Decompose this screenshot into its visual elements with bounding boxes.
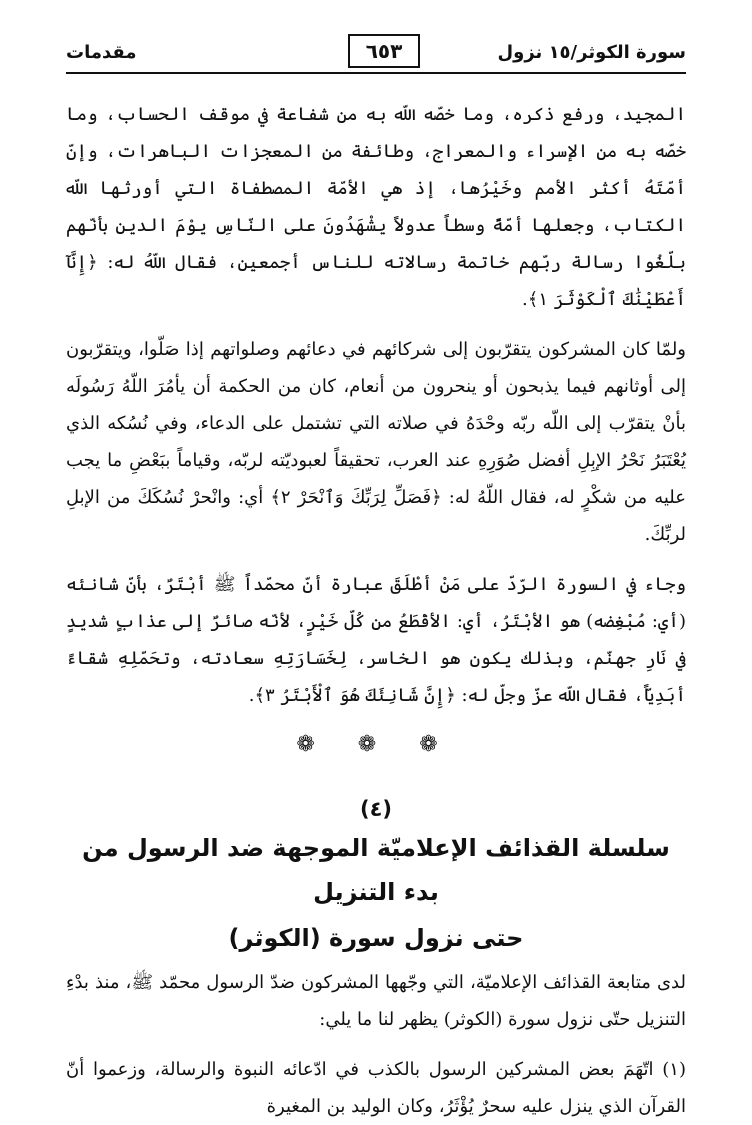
surah-title: سورة الكوثر/١٥ نزول — [497, 42, 686, 63]
paragraph: المجيد، ورفع ذكره، وما خصّه اللّه به من شفاعة في موقف الحساب، وما خصّه به من الإسراء والمعراج، وطائفة من المعجزات الباهرات، وإنّ أمّتَهُ أكثر الأمم وخَيْرُها، إذ هي الأمّة المصطفاة التي أورثها اللّه الكتاب، وجعلها أمّةً وسطاً عدولاً يشْهَدُونَ على النّاسِ يوْمَ الدين بأنّهم بلّغُوا رسالة ربّهم خاتمة رسالاته للناس أجمعين، فقال اللّهُ له: ﴿إِنَّآ أَعْطَيْنَٰكَ ٱلْكَوْثَرَ ١﴾. — [66, 104, 686, 310]
page-number: ٦٥٣ — [348, 34, 420, 68]
paragraph: لدى متابعة القذائف الإعلاميّة، التي وجّهها المشركون ضدّ الرسول محمّد ﷺ، منذ بدْءِ التنزيل حتّى نزول سورة (الكوثر) يظهر لنا ما يلي: — [66, 972, 686, 1030]
header-rule — [66, 72, 686, 74]
page-body — [66, 96, 686, 1125]
page-header — [66, 34, 686, 74]
section-label: مقدمات — [66, 42, 137, 63]
section-title-line-2: حتى نزول سورة (الكوثر) — [228, 924, 524, 952]
paragraph: ولمّا كان المشركون يتقرّبون إلى شركائهم في دعائهم وصلواتهم إذا صَلّوا، ويتقرّبون إلى أوثانهم فيما يذبحون أو ينحرون من أنعام، كان من الحكمة أن يأمُرَ اللّهُ رَسُولَه بأنْ يتقرّب إلى اللّه ربّه وحْدَهُ في صلاته التي تشتمل على الدعاء، وفي نُسُكه الذي يُعْتَبَرُ نَحْرُ الإبِلِ أفضل صُوَرِهِ عند العرب، تحقيقاً لعبوديّته لربّه، وقياماً ببَعْضِ ما يجب عليه من شكْرٍ له، فقال اللّهُ له: ﴿فَصَلِّ لِرَبِّكَ وَٱنْحَرْ ٢﴾ أي: وانْحرْ نُسُكَكَ من الإبلِ لربِّكَ. — [66, 339, 686, 545]
ornament-separator: ❁ ❁ ❁ — [296, 732, 456, 757]
section-title-line-1: سلسلة القذائف الإعلاميّة الموجهة ضد الرسول من بدء التنزيل — [82, 834, 670, 906]
section-number: (٤) — [359, 797, 393, 821]
paragraph: (١) اتّهَمَ بعض المشركين الرسول بالكذب في ادّعائه النبوة والرسالة، وزعموا أنّ القرآن الذي ينزل عليه سحرٌ يُؤْثَرُ، وكان الوليد بن المغيرة — [66, 1059, 686, 1117]
paragraph: وجاء في السورة الرّدّ على مَنْ أطْلَقَ عبارة أنّ محمّداً ﷺ أبْتَرٌ، بأنّ شانئه (أي: مُبْغِضه) هو الأبْتَرُ، أي: الأقْطَعُ من كُلّ خَيْرٍ، لأنّه صائرٌ إلى عذابٍ شديدٍ في نَارِ جهنّم، وبذلك يكون هو الخاسر، لِخَسَارَتِهِ سعادته، وتحَمّلِهِ شقاءً أبَدِيّاً، فقال اللّه عزّ وجلّ له: ﴿إِنَّ شَانِئَكَ هُوَ ٱلْأَبْتَرُ ٣﴾. — [66, 574, 686, 706]
